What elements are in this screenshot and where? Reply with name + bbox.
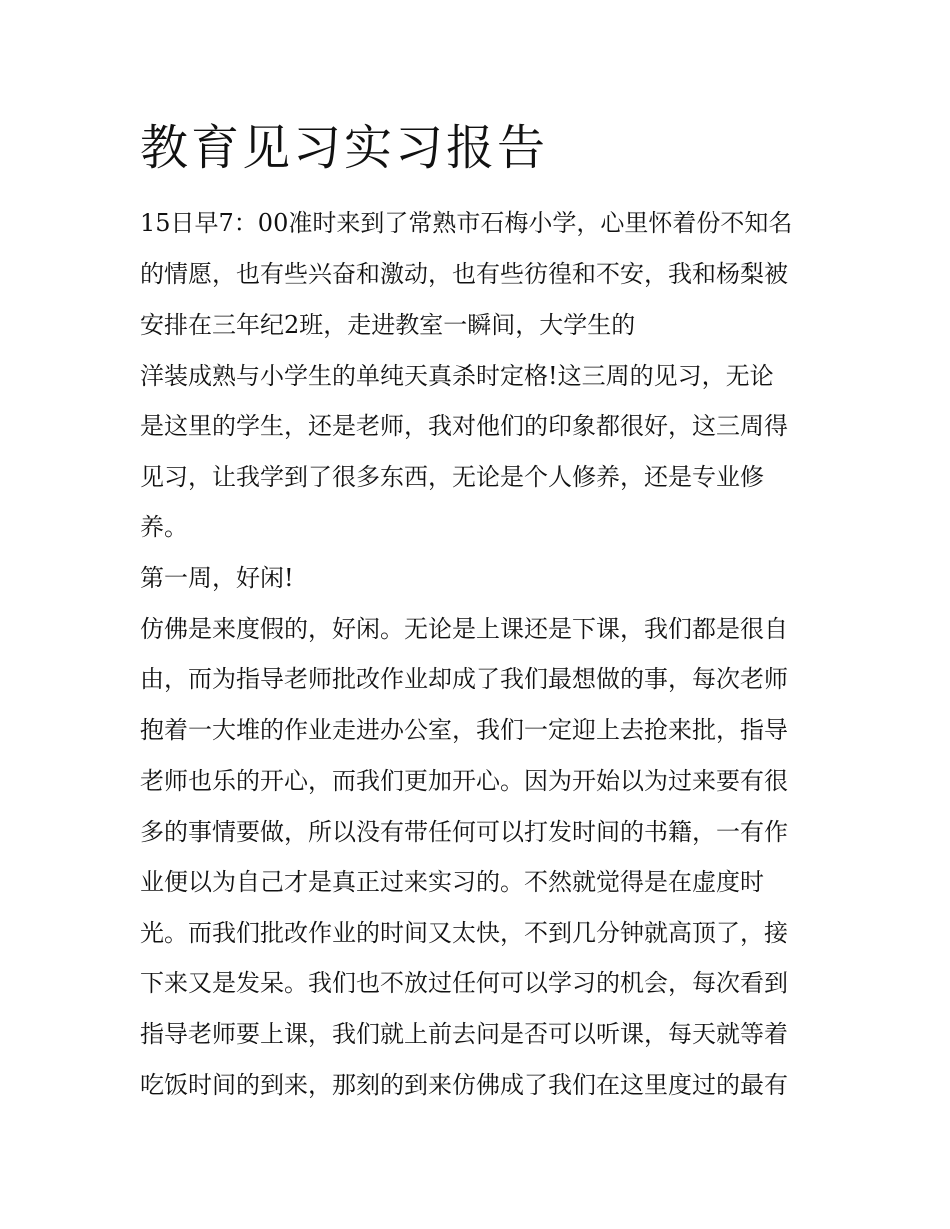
text-line: 吃饭时间的到来，那刻的到来仿佛成了我们在这里度过的最有 — [140, 1071, 788, 1099]
text-line: 洋装成熟与小学生的单纯天真杀时定格!这三周的见习，无论 — [140, 362, 774, 390]
section-heading: 第一周，好闲! — [140, 564, 294, 592]
text-line: 指导老师要上课，我们就上前去问是否可以听课，每天就等着 — [140, 1020, 788, 1048]
text-line: 抱着一大堆的作业走进办公室，我们一定迎上去抢来批，指导 — [140, 716, 788, 744]
text-line: 安排在三年纪2班，走进教室一瞬间，大学生的 — [140, 311, 636, 339]
text-line: 见习，让我学到了很多东西，无论是个人修养，还是专业修 — [140, 463, 764, 491]
document-title: 教育见习实习报告 — [140, 120, 549, 176]
text-line: 的情愿，也有些兴奋和激动，也有些彷徨和不安，我和杨梨被 — [140, 260, 788, 288]
text-line: 业便以为自己才是真正过来实习的。不然就觉得是在虚度时 — [140, 868, 764, 896]
text-line: 由，而为指导老师批改作业却成了我们最想做的事，每次老师 — [140, 665, 788, 693]
text-line: 光。而我们批改作业的时间又太快，不到几分钟就高顶了，接 — [140, 919, 788, 947]
text-line: 15日早7：00准时来到了常熟市石梅小学，心里怀着份不知名 — [140, 209, 793, 237]
text-line: 下来又是发呆。我们也不放过任何可以学习的机会，每次看到 — [140, 969, 788, 997]
text-line: 养。 — [140, 513, 188, 541]
text-line: 是这里的学生，还是老师，我对他们的印象都很好，这三周得 — [140, 412, 788, 440]
text-line: 多的事情要做，所以没有带任何可以打发时间的书籍，一有作 — [140, 818, 788, 846]
text-line: 仿佛是来度假的，好闲。无论是上课还是下课，我们都是很自 — [140, 615, 788, 643]
text-line: 老师也乐的开心，而我们更加开心。因为开始以为过来要有很 — [140, 767, 788, 795]
